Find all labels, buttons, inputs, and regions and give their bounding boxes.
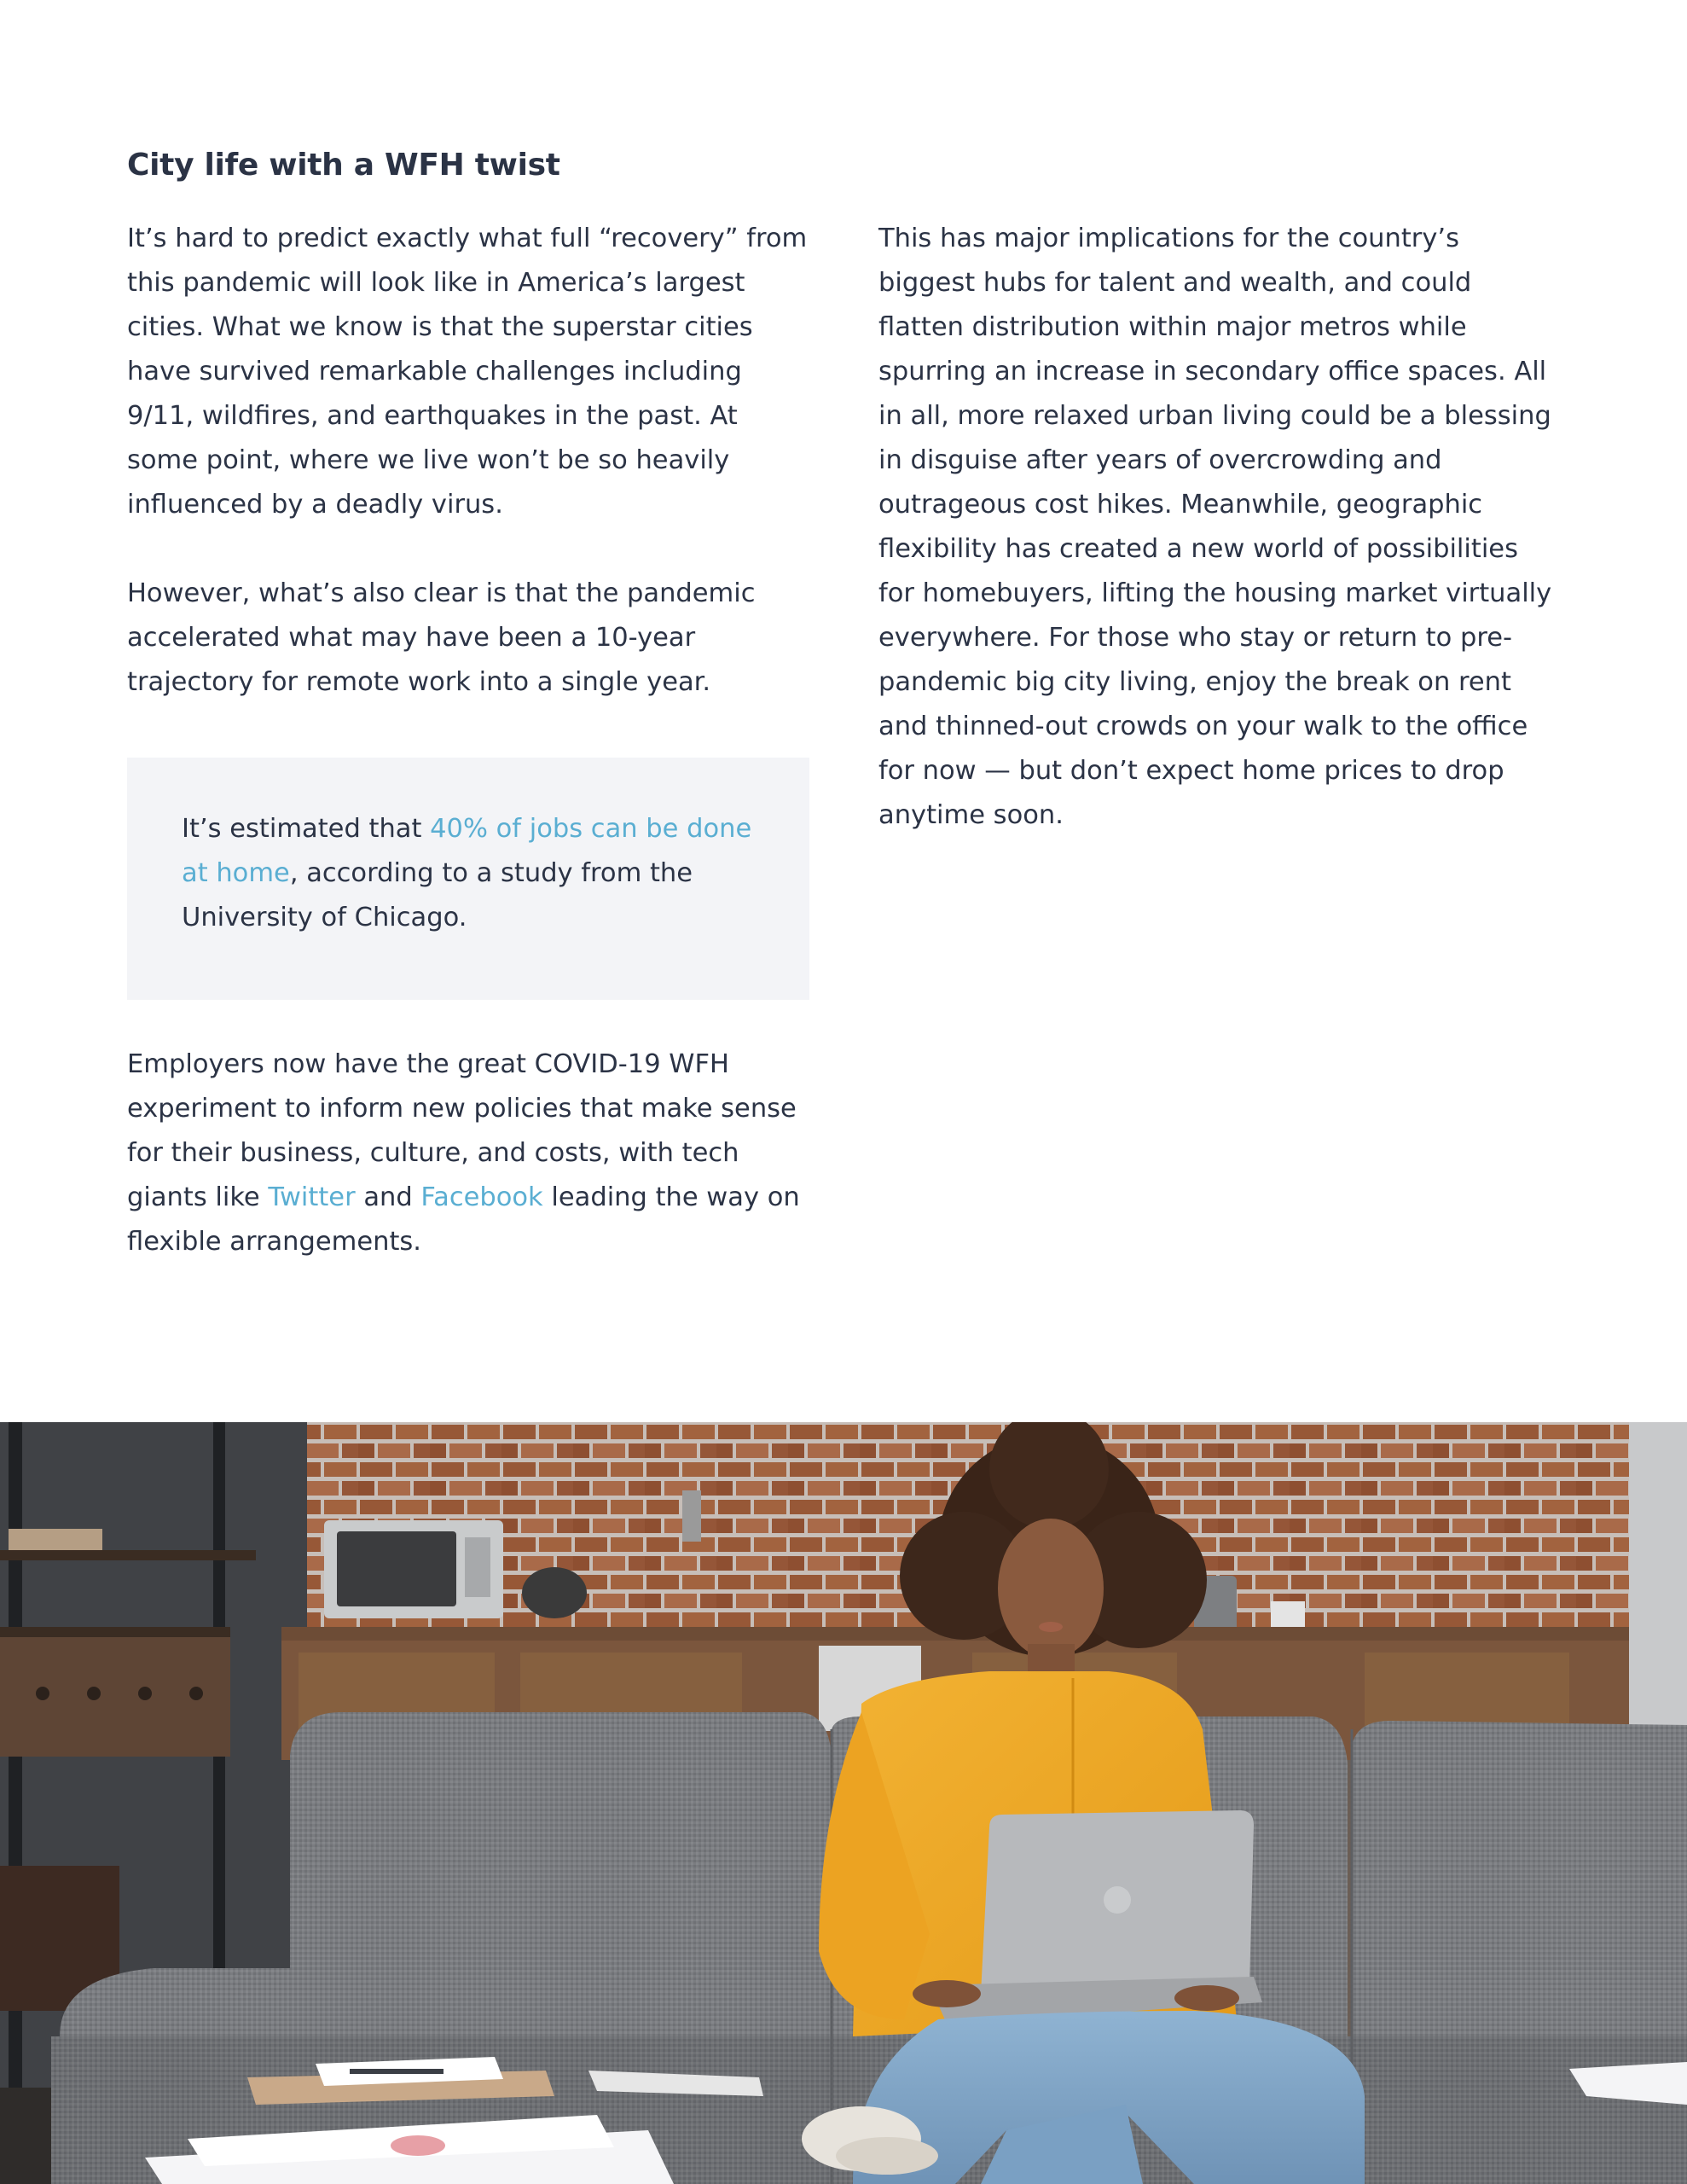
twitter-link[interactable]: Twitter <box>268 1182 356 1212</box>
employers-text-3: leading the way on flexible arrangements. <box>127 1182 800 1257</box>
callout-text-before: It’s estimated that <box>182 814 431 844</box>
callout-text <box>182 807 762 940</box>
paragraph-recovery: It’s hard to predict exactly what full “recovery” from this pandemic will look like in America’s largest cities. What we know is that the superstar cities have survived remarkable challenges including 9/11, wildfires, and earthquakes in the past. At some point, where we live won’t be so heavily influenced by a deadly virus. <box>127 224 808 520</box>
callout-text-after: , according to a study from the University of Chicago. <box>182 858 693 932</box>
employers-text-2: and <box>355 1182 421 1212</box>
left-column <box>127 217 809 1264</box>
section-heading: City life with a WFH twist <box>127 148 560 183</box>
employers-text-1: Employers now have the great COVID-19 WFH experiment to inform new policies that make sense for their business, culture, and costs, with tech giants like <box>127 1049 797 1212</box>
hero-photo <box>0 1422 1687 2184</box>
jobs-study-link[interactable]: 40% of jobs can be done at home <box>182 814 752 888</box>
paragraph-remote-work: However, what’s also clear is that the pandemic accelerated what may have been a 10-year trajectory for remote work into a single year. <box>127 578 756 697</box>
paragraph-implications: This has major implications for the country’s biggest hubs for talent and wealth, and could flatten distribution within major metros while spurring an increase in secondary office spaces. All in all, more relaxed urban living could be a blessing in disguise after years of overcrowding and outrageous cost hikes. Meanwhile, geographic flexibility has created a new world of possibilities for homebuyers, lifting the housing market virtually everywhere. For those who stay or return to pre-pandemic big city living, enjoy the break on rent and thinned-out crowds on your walk to the office for now — but don’t expect home prices to drop anytime soon. <box>878 224 1552 830</box>
article <box>127 145 1560 1257</box>
paragraph-employers <box>127 1043 809 1264</box>
facebook-link[interactable]: Facebook <box>420 1182 543 1212</box>
right-column <box>878 217 1561 838</box>
callout-box <box>127 758 809 1000</box>
